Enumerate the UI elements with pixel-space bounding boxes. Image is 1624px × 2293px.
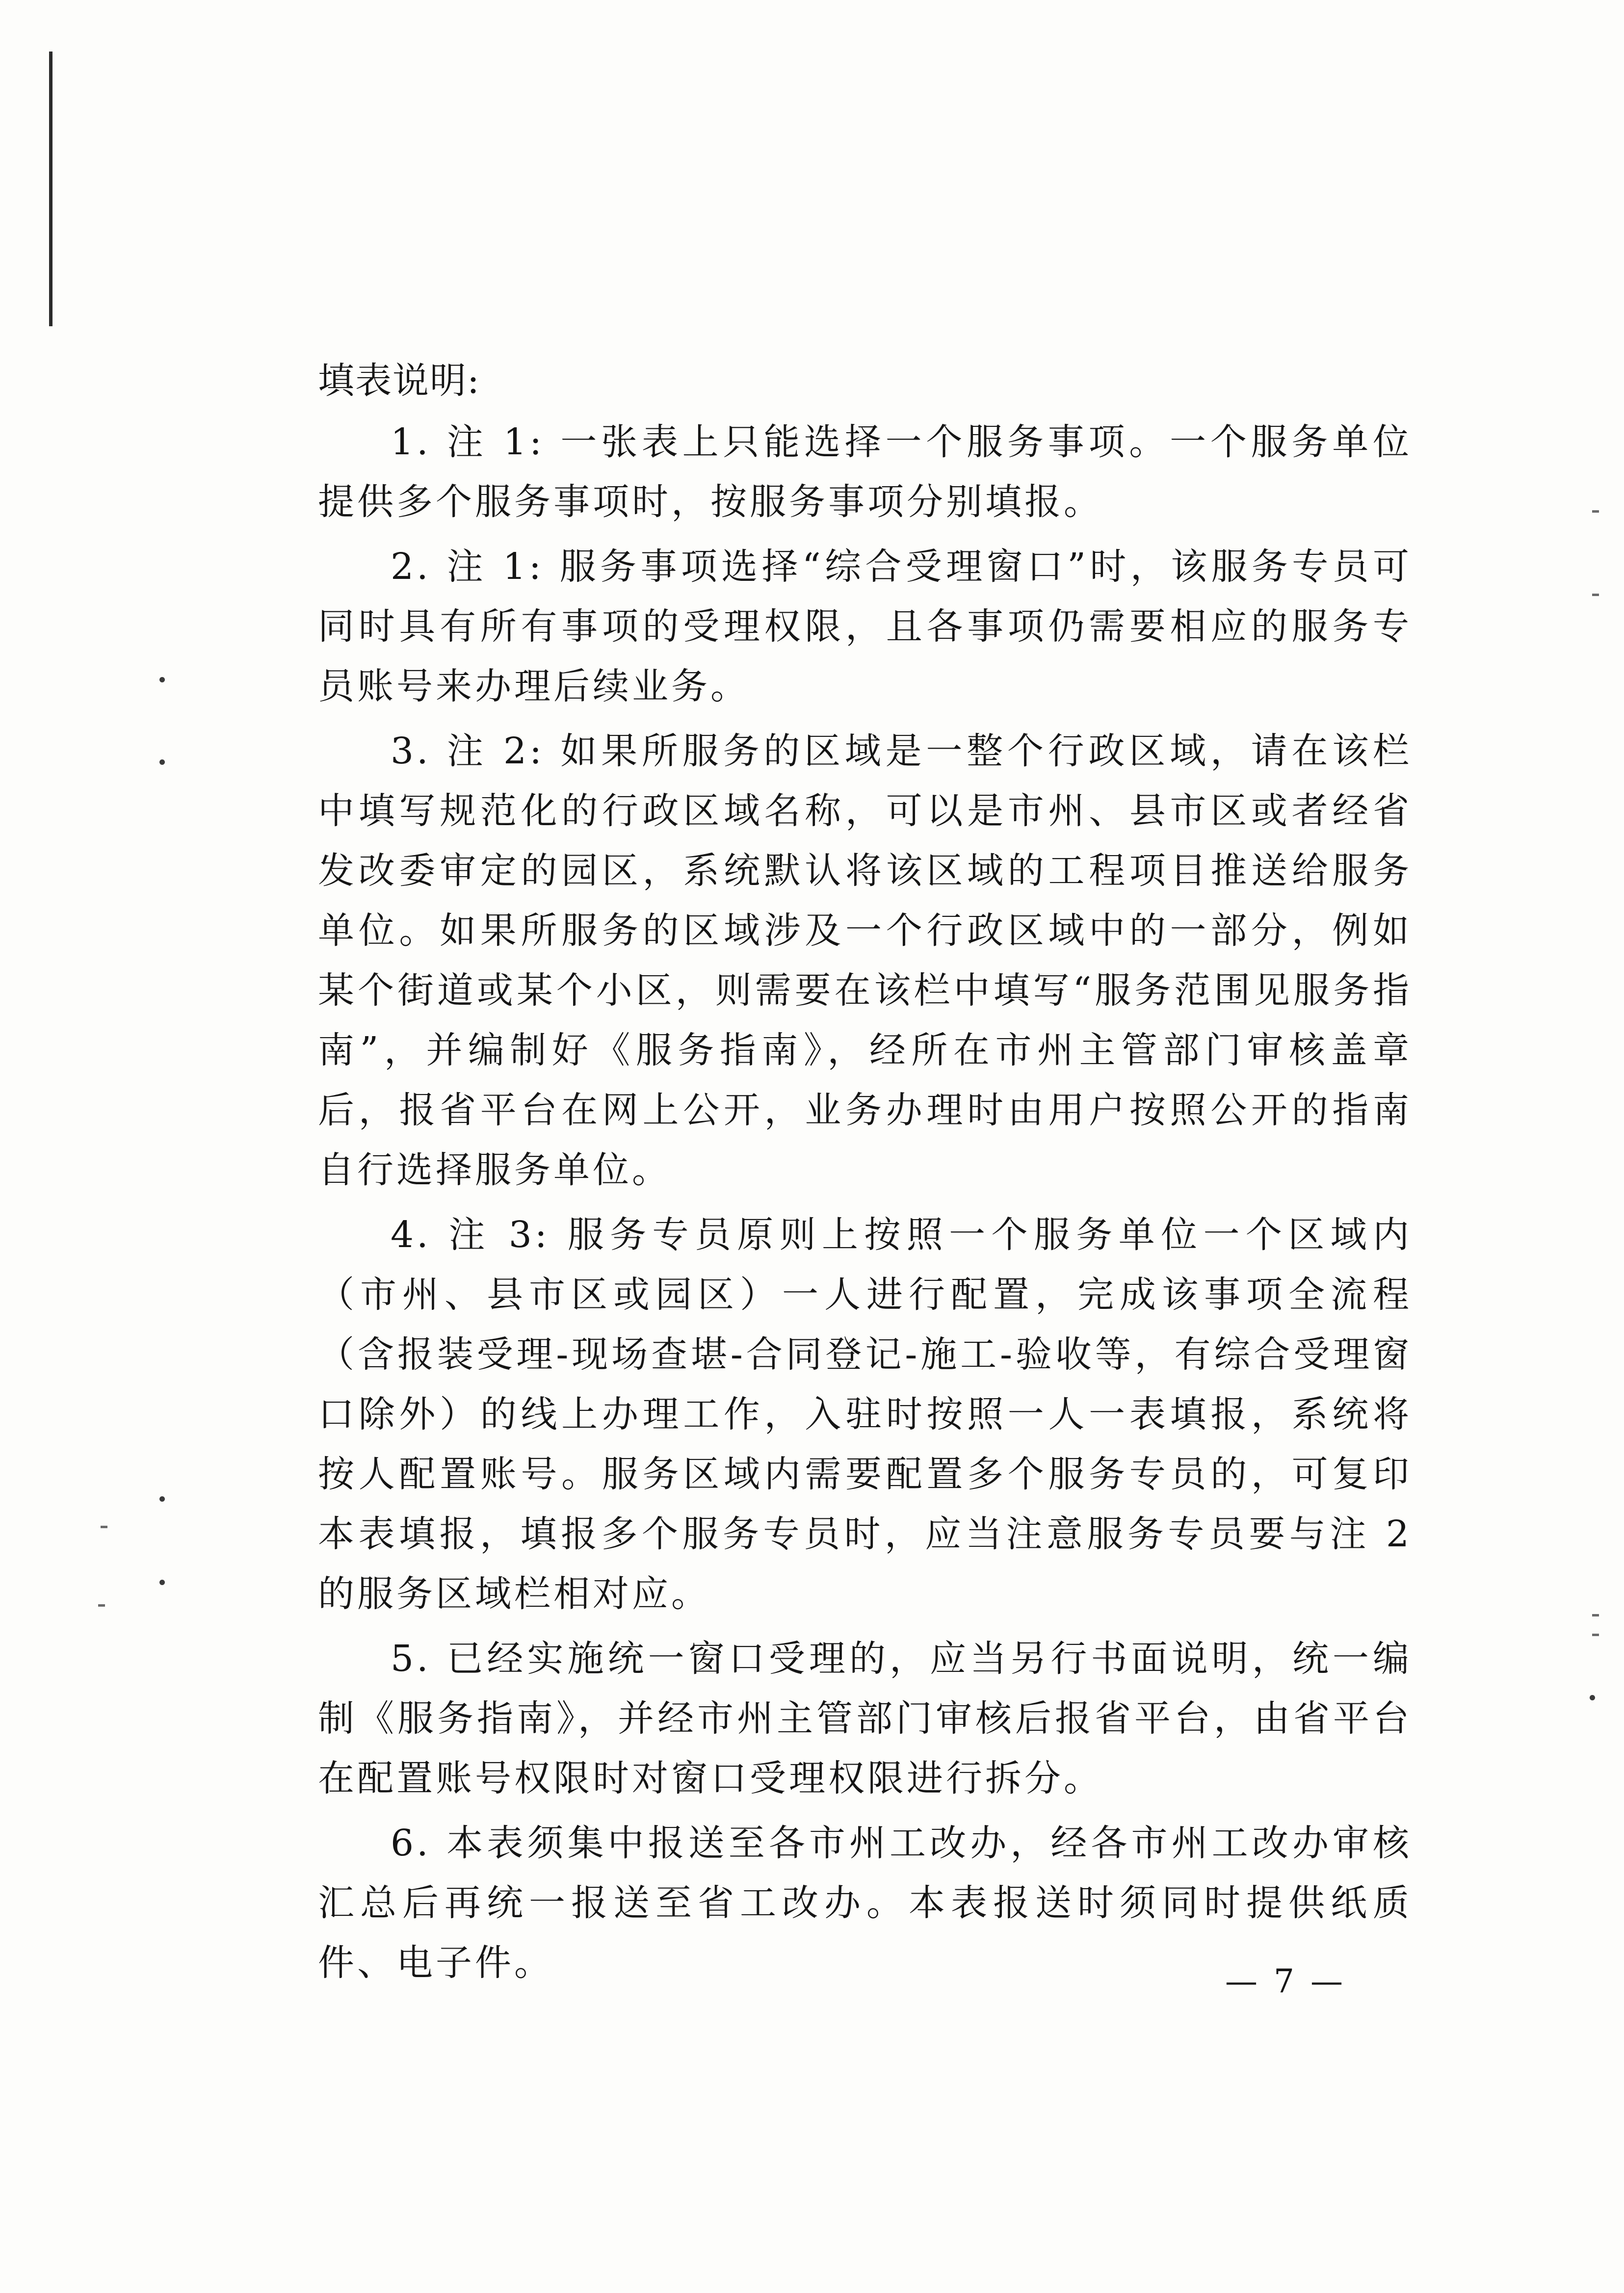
scan-dot [159, 759, 165, 765]
scan-dash [1592, 1634, 1599, 1636]
scan-dot [159, 677, 165, 682]
document-body [318, 353, 1412, 1998]
scan-dash [1592, 1614, 1599, 1616]
page-number: — 7 — [1225, 1962, 1346, 2000]
instruction-paragraph-1: 1. 注 1: 一张表上只能选择一个服务事项。一个服务单位提供多个服务事项时，按服务事项分别填报。 [318, 421, 1412, 523]
instruction-paragraph-2: 2. 注 1: 服务事项选择“综合受理窗口”时，该服务专员可同时具有所有事项的受理权限，且各事项仍需要相应的服务专员账号来办理后续业务。 [318, 546, 1412, 707]
instruction-paragraph-5: 5. 已经实施统一窗口受理的，应当另行书面说明，统一编制《服务指南》，并经市州主管部门审核后报省平台，由省平台在配置账号权限时对窗口受理权限进行拆分。 [318, 1638, 1412, 1799]
scan-dash [101, 1526, 107, 1528]
scan-dash [98, 1604, 105, 1607]
scan-dot [159, 1580, 165, 1585]
scan-dash [1592, 510, 1599, 513]
instruction-paragraph-3: 3. 注 2: 如果所服务的区域是一整个行政区域，请在该栏中填写规范化的行政区域名称，可以是市州、县市区或者经省发改委审定的园区，系统默认将该区域的工程项目推送给服务单位。如果所服务的区域涉及一个行政区域中的一部分，例如某个街道或某个小区，则需要在该栏中填写“服务范围见服务指南”，并编制好《服务指南》，经所在市州主管部门审核盖章后，报省平台在网上公开，业务办理时由用户按照公开的指南自行选择服务单位。 [318, 730, 1412, 1191]
scan-dash [1592, 594, 1599, 596]
instructions-heading: 填表说明: [318, 360, 480, 402]
scan-edge-line [49, 52, 52, 326]
instruction-paragraph-4: 4. 注 3: 服务专员原则上按照一个服务单位一个区域内（市州、县市区或园区）一人进行配置，完成该事项全流程（含报装受理-现场查堪-合同登记-施工-验收等，有综合受理窗口除外）的线上办理工作，入驻时按照一人一表填报，系统将按人配置账号。服务区域内需要配置多个服务专员的，可复印本表填报，填报多个服务专员时，应当注意服务专员要与注 2 的服务区域栏相对应。 [318, 1214, 1412, 1615]
scan-dot [159, 1496, 165, 1502]
scan-dot [1590, 1695, 1595, 1700]
instruction-paragraph-6: 6. 本表须集中报送至各市州工改办，经各市州工改办审核汇总后再统一报送至省工改办。本表报送时须同时提供纸质件、电子件。 [318, 1822, 1412, 1984]
